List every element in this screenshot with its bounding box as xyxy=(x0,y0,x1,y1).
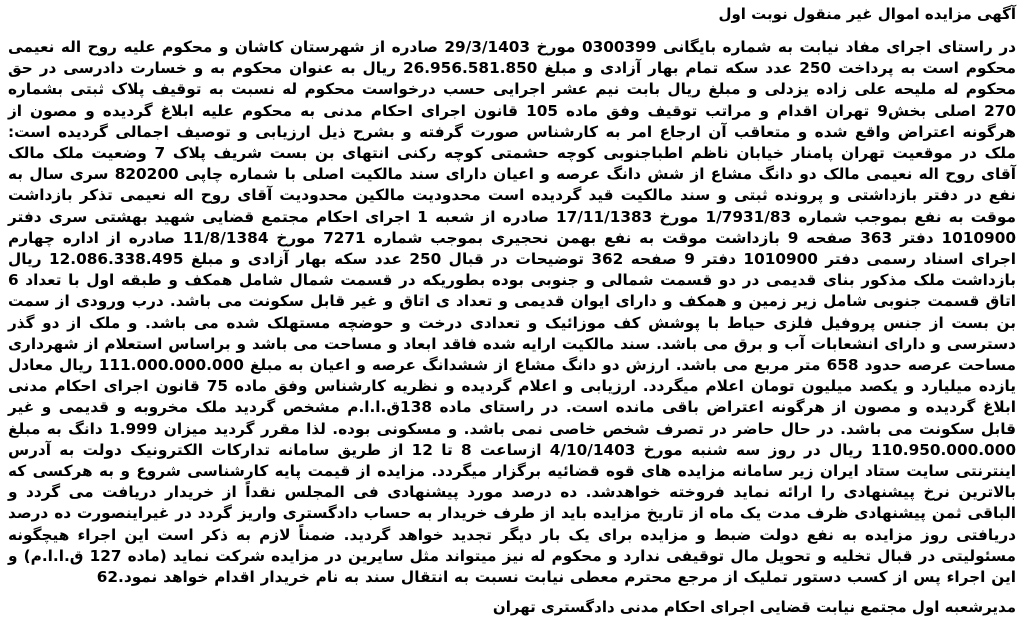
notice-body: در راستای اجرای مفاد نیابت به شماره بایگانی 0300399 مورخ 29/3/1403 صادره از شهرستان کاشان و محکوم علیه روح اله نعیمی محکوم است به پرداخت 250 عدد سکه تمام بهار آزادی و مبلغ 26.956.581.850 ریال به عنوان محکوم به و خسارت دادرسی در حق محکوم له ملیحه علی زاده یزدلی و مبلغ ریال بابت نیم عشر اجرایی حسب درخواست محکوم له نسبت به توقیف پلاک ثبتی بشماره 270 اصلی بخش9 تهران اقدام و مراتب توقیف وفق ماده 105 قانون اجرای احکام مدنی به محکوم علیه ابلاغ گردیده و مصون از هرگونه اعتراض واقع شده و متعاقب آن ارجاع امر به کارشناس صورت گرفته و بشرح ذیل ارزیابی و توصیف اجمالی گردیده است: ملک در موقعیت تهران پامنار خیابان ناظم اطباجنوبی کوچه حشمتی کوچه رکنی انتهای بن بست شریف پلاک 7 وضعیت ملک مالک آقای روح اله نعیمی مالک دو دانگ مشاع از شش دانگ عرصه و اعیان دارای سند مالکیت اصلی با شماره چاپی 820200 سری سال به نفع در دفتر بازداشتی و پرونده ثبتی و سند مالکیت قید گردیده است محدودیت مالکین محدودیت آقای روح اله نعیمی تذکر بازداشت موقت به نفع بموجب شماره 1/7931/83 مورخ 17/11/1383 صادره از شعبه 1 اجرای احکام مجتمع قضایی شهید بهشتی سری دفتر 1010900 دفتر 363 صفحه 9 بازداشت موقت به نفع بهمن نحجیری بموجب شماره 7271 مورخ 11/8/1384 صادره از اداره چهارم اجرای اسناد رسمی دفتر 1010900 دفتر 9 صفحه 362 توضیحات در قبال 250 عدد سکه بهار آزادی و مبلغ 12.086.338.495 ریال بازداشت ملک مذکور بنای قدیمی در دو قسمت شمالی و جنوبی بوده بطوریکه در قسمت شمال شامل همکف و طبقه اول با تعداد 6 اتاق قسمت جنوبی شامل زیر زمین و همکف و دارای ایوان قدیمی و تعداد ی اتاق و غیر قابل سکونت می باشد. درب ورودی از سمت بن بست از جنس پروفیل فلزی حیاط با پوشش کف موزائیک و تعدادی درخت و حوضچه مستهلک شده می باشد. و ملک از دو گذر دسترسی و دارای انشعابات آب و برق می باشد. سند مالکیت ارایه شده فاقد ابعاد و مساحت می باشد و براساس استعلام از شهرداری مساحت عرصه حدود 658 متر مربع می باشد. ارزش دو دانگ مشاع از ششدانگ عرصه و اعیان به مبلغ 111.000.000.000 ریال معادل یازده میلیارد و یکصد میلیون تومان اعلام میگردد. ارزیابی و اعلام گردیده و نظریه کارشناس وفق ماده 75 قانون اجرای احکام مدنی ابلاغ گردیده و مصون از هرگونه اعتراض باقی مانده است. در راستای ماده 138ق.ا.ا.م مشخص گردید ملک مخروبه و قدیمی و غیر قابل سکونت می باشد. در حال حاضر در تصرف شخص خاصی نمی باشد. و مسکونی بوده. لذا مقرر گردید میزان 1.999 دانگ به مبلغ 110.950.000.000 ریال در روز سه شنبه مورخ 4/10/1403 ازساعت 8 تا 12 از طریق سامانه تدارکات الکترونیک دولت به آدرس اینترنتی سایت ستاد ایران زیر سامانه مزایده های قوه قضائیه برگزار میگردد. مزایده از قیمت پایه کارشناسی شروع و به هرکسی که بالاترین نرخ پیشنهادی را ارائه نماید فروخته خواهدشد. ده درصد مورد پیشنهادی فی المجلس نقداً از خریدار دریافت می گردد و الباقی ثمن پیشنهادی ظرف مدت یک ماه از تاریخ مزایده باید از طرف خریدار به حساب دادگستری واریز گردد در غیراینصورت ده درصد دریافتی روز مزایده به نفع دولت ضبط و مزایده برای یک بار دیگر تجدید خواهد گردید. ضمناً لازم به ذکر است این اجراء هیچگونه مسئولیتی در قبال تخلیه و تحویل مال توقیفی ندارد و محکوم له نیز میتواند مثل سایرین در مزایده شرکت نماید (ماده 127 ق.ا.ا.م) و این اجراء پس از کسب دستور تملیک از مرجع محترم معطی نیابت نسبت به انتقال سند به نام خریدار اقدام خواهد نمود.62 xyxy=(8,38,1017,587)
notice-title: آگهی مزایده اموال غیر منقول نوبت اول xyxy=(718,5,1016,23)
notice-signature: مدیرشعبه اول مجتمع نیابت قضایی اجرای احکام مدنی دادگستری تهران xyxy=(492,598,1016,617)
